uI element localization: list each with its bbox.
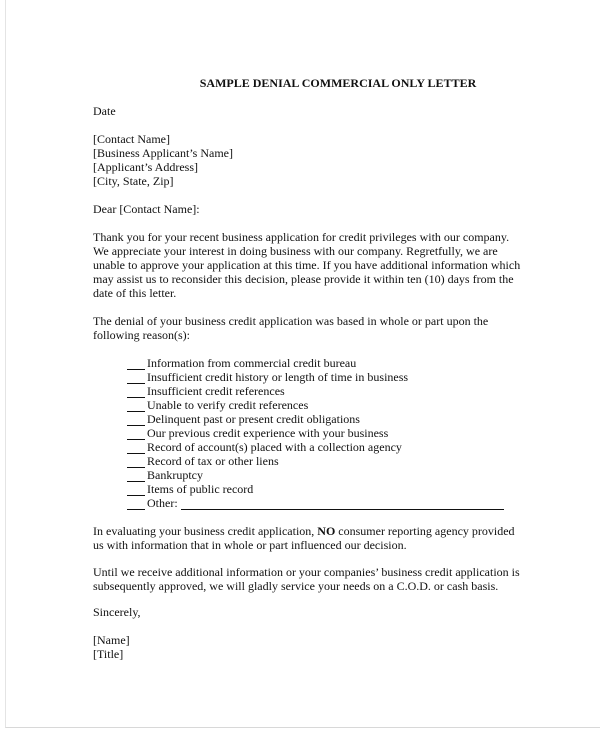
other-fill-line: [181, 498, 504, 510]
recipient-address: [93, 132, 233, 188]
reason-item: Bankruptcy: [127, 468, 504, 482]
date-line: Date: [93, 104, 116, 118]
signature-block: [Name] [Title]: [93, 633, 130, 661]
reason-item: Insufficient credit references: [127, 384, 504, 398]
checkbox-blank: [127, 428, 145, 440]
reasons-list: [127, 356, 504, 510]
reason-item: Information from commercial credit bureau: [127, 356, 504, 370]
reason-item: Items of public record: [127, 482, 504, 496]
address-line: [Applicant’s Address]: [93, 160, 198, 174]
paragraph-reporting-agency: In evaluating your business credit application, NO consumer reporting agency provided us with information that in whole or part influenced our decision.: [93, 524, 515, 552]
reason-item-other: Other:: [127, 496, 504, 510]
paragraph-cod: Until we receive additional information or your companies’ business credit application is subsequently approved, we will gladly service your needs on a C.O.D. or cash basis.: [93, 565, 520, 593]
checkbox-blank: [127, 400, 145, 412]
address-line: [Contact Name]: [93, 132, 170, 146]
checkbox-blank: [127, 358, 145, 370]
address-line: [Business Applicant’s Name]: [93, 146, 233, 160]
reason-item: Unable to verify credit references: [127, 398, 504, 412]
salutation: Dear [Contact Name]:: [93, 202, 200, 216]
reason-item: Record of tax or other liens: [127, 454, 504, 468]
reason-item: Record of account(s) placed with a collection agency: [127, 440, 504, 454]
reason-item: Insufficient credit history or length of time in business: [127, 370, 504, 384]
closing: Sincerely,: [93, 605, 141, 619]
letter-title: SAMPLE DENIAL COMMERCIAL ONLY LETTER: [199, 76, 477, 90]
checkbox-blank: [127, 414, 145, 426]
checkbox-blank: [127, 372, 145, 384]
paragraph-denial: The denial of your business credit application was based in whole or part upon the following reason(s):: [93, 314, 489, 342]
address-line: [City, State, Zip]: [93, 174, 174, 188]
checkbox-blank: [127, 470, 145, 482]
checkbox-blank: [127, 442, 145, 454]
reason-item: Delinquent past or present credit obligations: [127, 412, 504, 426]
checkbox-blank: [127, 456, 145, 468]
reason-item: Our previous credit experience with your business: [127, 426, 504, 440]
checkbox-blank: [127, 386, 145, 398]
checkbox-blank: [127, 484, 145, 496]
paragraph-intro: Thank you for your recent business application for credit privileges with our company. We appreciate your interest in doing business with our company. Regretfully, we are unable to approve your application at this time. If you have additional information which may assist us to reconsider this decision, please provide it within ten (10) days from the date of this letter.: [93, 230, 521, 300]
checkbox-blank: [127, 498, 145, 510]
